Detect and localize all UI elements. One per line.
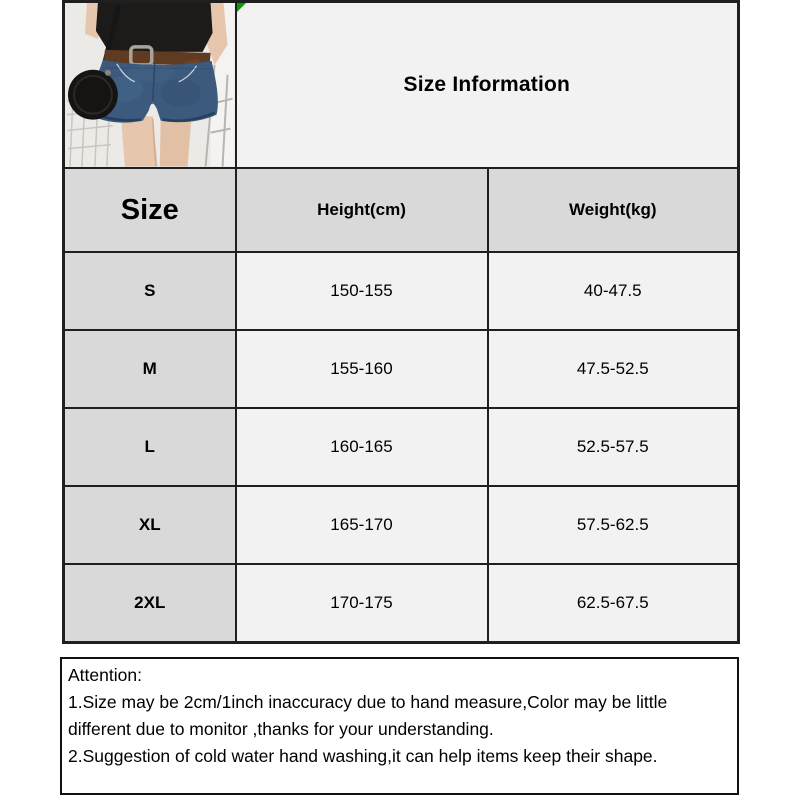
size-cell: XL [64, 486, 236, 564]
weight-cell: 57.5-62.5 [488, 486, 739, 564]
photo-title-row [64, 2, 739, 169]
column-header-size: Size [64, 168, 236, 252]
height-cell: 170-175 [236, 564, 488, 642]
size-information-title-cell [236, 2, 739, 169]
weight-cell: 40-47.5 [488, 252, 739, 330]
table-row [64, 486, 739, 564]
size-table-body [64, 252, 739, 642]
table-row [64, 330, 739, 408]
product-photo [64, 2, 236, 169]
size-cell: 2XL [64, 564, 236, 642]
weight-cell: 47.5-52.5 [488, 330, 739, 408]
height-cell: 155-160 [236, 330, 488, 408]
table-row [64, 252, 739, 330]
attention-box [60, 657, 739, 795]
table-row [64, 564, 739, 642]
attention-note: 1.Size may be 2cm/1inch inaccuracy due to hand measure,Color may be little different due to monitor ,thanks for your understanding. [68, 692, 668, 739]
size-cell: S [64, 252, 236, 330]
column-header-height: Height(cm) [236, 168, 488, 252]
column-header-weight: Weight(kg) [488, 168, 739, 252]
page-title: Size Information [403, 73, 571, 96]
height-cell: 165-170 [236, 486, 488, 564]
size-table [62, 0, 740, 644]
attention-heading: Attention: [68, 665, 142, 685]
attention-note: 2.Suggestion of cold water hand washing,it can help items keep their shape. [68, 746, 658, 766]
height-cell: 150-155 [236, 252, 488, 330]
table-row [64, 408, 739, 486]
denim-shorts-photo-illustration [65, 3, 235, 167]
weight-cell: 52.5-57.5 [488, 408, 739, 486]
size-cell: L [64, 408, 236, 486]
height-cell: 160-165 [236, 408, 488, 486]
size-cell: M [64, 330, 236, 408]
green-corner-marker-icon [237, 3, 246, 12]
weight-cell: 62.5-67.5 [488, 564, 739, 642]
table-header-row [64, 168, 739, 252]
